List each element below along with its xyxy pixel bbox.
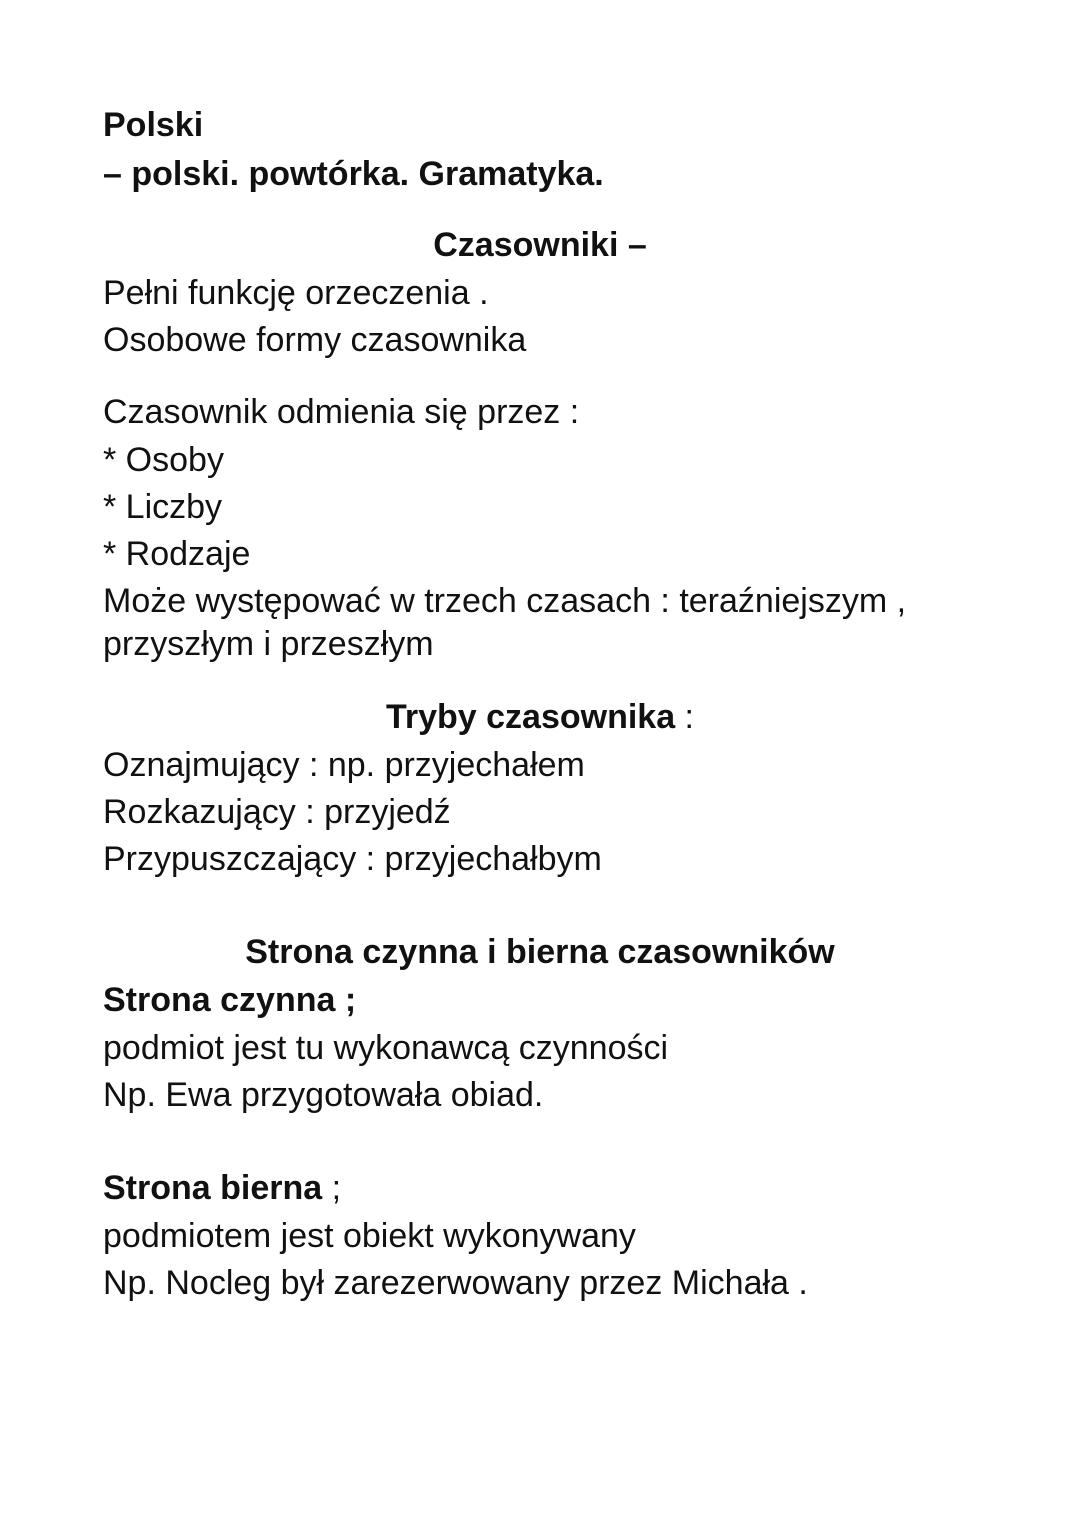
section-heading-moods — [0, 697, 1080, 737]
inflection-intro: Czasownik odmienia się przez : — [103, 393, 580, 431]
mood-line: Oznajmujący : np. przyjechałem — [103, 746, 585, 784]
verbs-line: Pełni funkcję orzeczenia . — [103, 274, 489, 312]
tenses-line: Może występować w trzech czasach : teraźniejszym , — [103, 582, 907, 620]
document-subtitle: – polski. powtórka. Gramatyka. — [103, 155, 604, 193]
verbs-line: Osobowe formy czasownika — [103, 321, 527, 359]
passive-voice-description: podmiotem jest obiekt wykonywany — [103, 1217, 636, 1255]
active-voice-example: Np. Ewa przygotowała obiad. — [103, 1076, 544, 1114]
mood-line: Przypuszczający : przyjechałbym — [103, 840, 602, 878]
tenses-line: przyszłym i przeszłym — [103, 625, 434, 663]
active-voice-description: podmiot jest tu wykonawcą czynności — [103, 1029, 669, 1067]
passive-voice-label-semicolon: ; — [322, 1169, 342, 1207]
mood-line: Rozkazujący : przyjedź — [103, 793, 451, 831]
section-heading-verbs: Czasowniki – — [433, 226, 647, 264]
active-voice-label: Strona czynna ; — [103, 981, 357, 1019]
passive-voice-label — [103, 1168, 341, 1208]
section-heading-voice: Strona czynna i bierna czasowników — [245, 933, 835, 971]
passive-voice-example: Np. Nocleg był zarezerwowany przez Michała . — [103, 1264, 808, 1302]
inflection-list-item: * Osoby — [103, 441, 224, 479]
inflection-list-item: * Liczby — [103, 488, 223, 526]
passive-voice-label-text: Strona bierna — [103, 1169, 323, 1207]
inflection-list-item: * Rodzaje — [103, 535, 251, 573]
document-title: Polski — [103, 106, 204, 144]
moods-heading-text: Tryby czasownika — [385, 698, 676, 736]
moods-heading-colon: : — [675, 698, 695, 736]
